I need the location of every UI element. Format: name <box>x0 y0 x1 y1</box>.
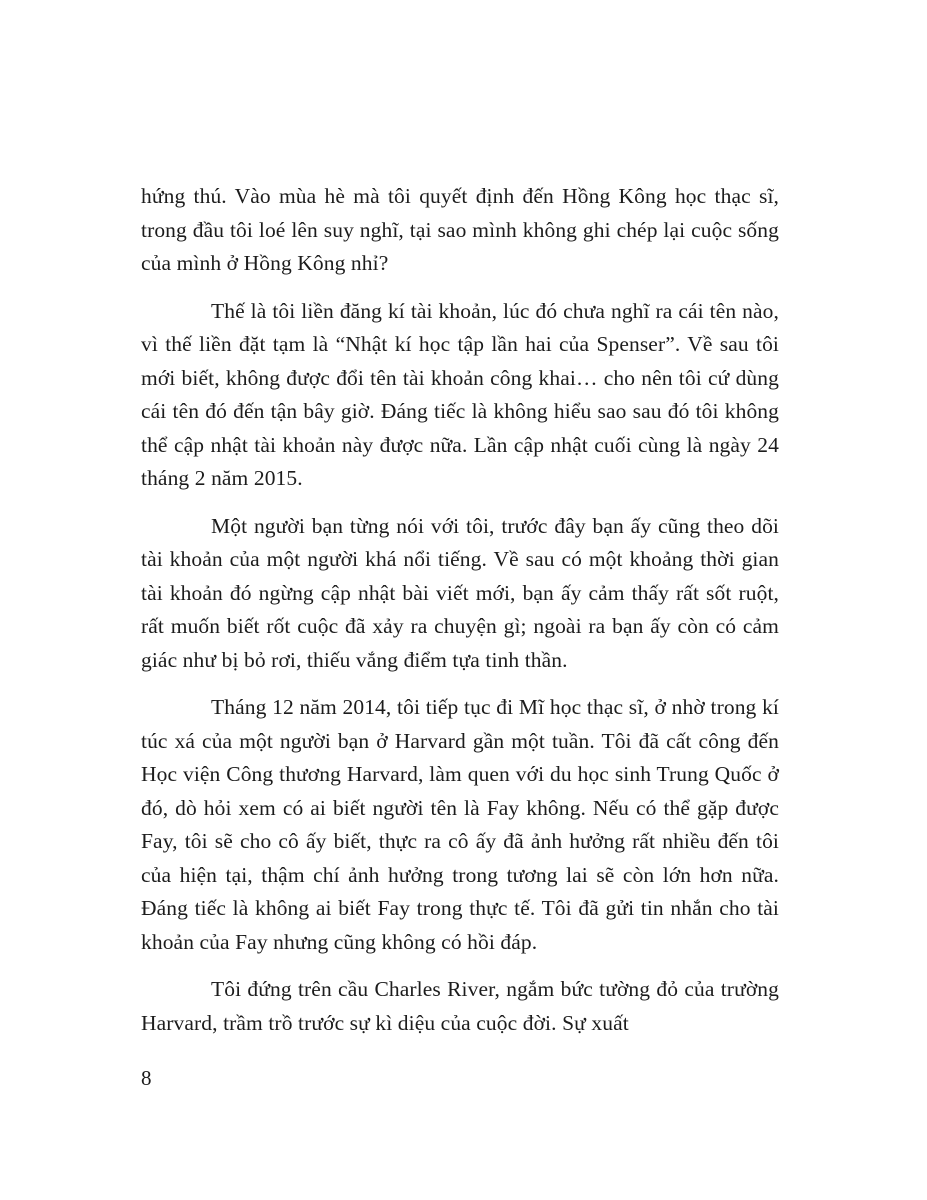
text-block <box>141 180 779 1054</box>
paragraph: hứng thú. Vào mùa hè mà tôi quyết định đến Hồng Kông học thạc sĩ, trong đầu tôi loé lên suy nghĩ, tại sao mình không ghi chép lại cuộc sống của mình ở Hồng Kông nhỉ? <box>141 184 779 275</box>
paragraph: Tôi đứng trên cầu Charles River, ngắm bức tường đỏ của trường Harvard, trầm trồ trước sự kì diệu của cuộc đời. Sự xuất <box>141 977 779 1035</box>
paragraph: Thế là tôi liền đăng kí tài khoản, lúc đó chưa nghĩ ra cái tên nào, vì thế liền đặt tạm là “Nhật kí học tập lần hai của Spenser”. Về sau tôi mới biết, không được đổi tên tài khoản công khai… cho nên tôi cứ dùng cái tên đó đến tận bây giờ. Đáng tiếc là không hiểu sao sau đó tôi không thể cập nhật tài khoản này được nữa. Lần cập nhật cuối cùng là ngày 24 tháng 2 năm 2015. <box>141 298 779 490</box>
paragraph: Một người bạn từng nói với tôi, trước đây bạn ấy cũng theo dõi tài khoản của một người khá nổi tiếng. Về sau có một khoảng thời gian tài khoản đó ngừng cập nhật bài viết mới, bạn ấy cảm thấy rất sốt ruột, rất muốn biết rốt cuộc đã xảy ra chuyện gì; ngoài ra bạn ấy còn có cảm giác như bị bỏ rơi, thiếu vắng điểm tựa tinh thần. <box>141 513 779 672</box>
paragraph: Tháng 12 năm 2014, tôi tiếp tục đi Mĩ học thạc sĩ, ở nhờ trong kí túc xá của một người bạn ở Harvard gần một tuần. Tôi đã cất công đến Học viện Công thương Harvard, làm quen với du học sinh Trung Quốc ở đó, dò hỏi xem có ai biết người tên là Fay không. Nếu có thể gặp được Fay, tôi sẽ cho cô ấy biết, thực ra cô ấy đã ảnh hưởng rất nhiều đến tôi của hiện tại, thậm chí ảnh hưởng trong tương lai sẽ còn lớn hơn nữa. Đáng tiếc là không ai biết Fay trong thực tế. Tôi đã gửi tin nhắn cho tài khoản của Fay nhưng cũng không có hồi đáp. <box>141 695 779 954</box>
page-number: 8 <box>141 1066 152 1090</box>
